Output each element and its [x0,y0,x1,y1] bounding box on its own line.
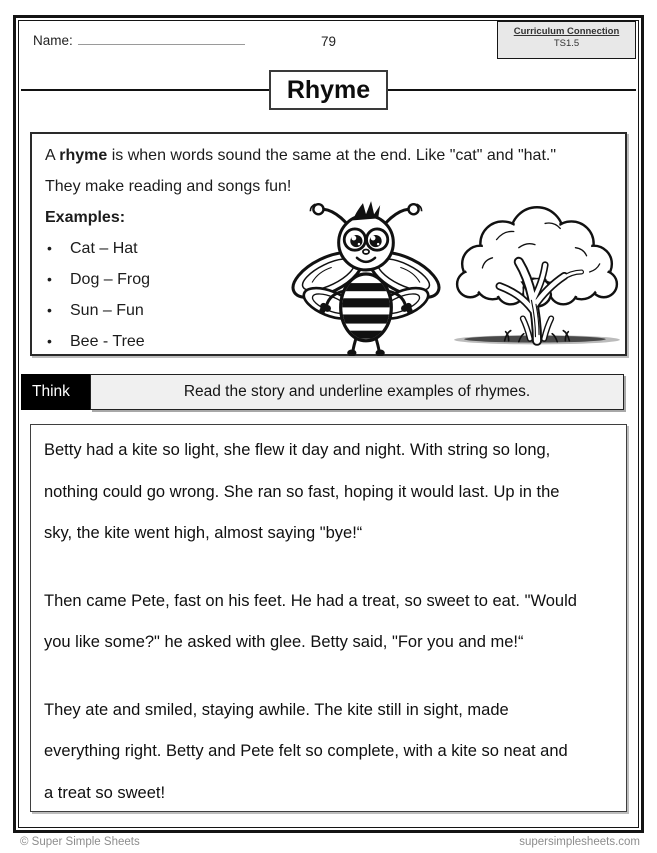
tree-illustration [448,198,626,350]
story-paragraph-3 [44,690,613,815]
curriculum-connection-box [497,21,636,59]
page-number: 79 [320,34,337,49]
list-item: • Sun – Fun [45,295,556,326]
name-label: Name: [33,33,73,48]
bullet-icon: • [47,271,52,287]
footer [20,836,640,848]
footer-website: supersimplesheets.com [519,836,640,848]
list-item: • Bee - Tree [45,326,556,357]
rhyme-term: rhyme [59,147,108,164]
examples-heading: Examples: [45,209,126,226]
story-line: Betty had a kite so light, she flew it day and night. With string so long, [44,441,551,459]
story-paragraph-2 [44,581,613,664]
footer-copyright: © Super Simple Sheets [20,836,140,848]
story-line: nothing could go wrong. She ran so fast, hoping it would last. Up in the [44,482,560,501]
bullet-icon: • [47,333,52,349]
story-line: you like some?" he asked with glee. Betty said, "For you and me!“ [44,633,524,651]
definition-line-2: They make reading and songs fun! [45,178,292,195]
story-box [30,424,627,812]
think-label: Think [21,374,90,410]
story-line: They ate and smiled, staying awhile. The kite still in sight, made [44,700,509,719]
list-item: • Cat – Hat [45,233,556,264]
rhyme-definition-box [30,132,627,356]
bullet-icon: • [47,302,52,318]
list-item: • Dog – Frog [45,264,556,295]
curriculum-connection-title: Curriculum Connection [513,26,620,37]
definition-line-1: A rhyme is when words sound the same at the end. Like "cat" and "hat." [45,147,557,164]
think-instruction-row [21,374,624,410]
bullet-icon: • [47,240,52,256]
story-line: sky, the kite went high, almost saying "bye!“ [44,524,363,542]
curriculum-connection-code: TS1.5 [553,38,580,49]
story-line: Then came Pete, fast on his feet. He had a treat, so sweet to eat. "Would [44,591,577,610]
story-paragraph-1 [44,430,613,555]
story-line: everything right. Betty and Pete felt so complete, with a kite so neat and [44,742,568,760]
page-title: Rhyme [286,75,371,104]
title-box [269,70,388,110]
bee-illustration [282,194,450,356]
instruction-text: Read the story and underline examples of rhymes. [90,374,624,410]
story-line: a treat so sweet! [44,783,166,802]
